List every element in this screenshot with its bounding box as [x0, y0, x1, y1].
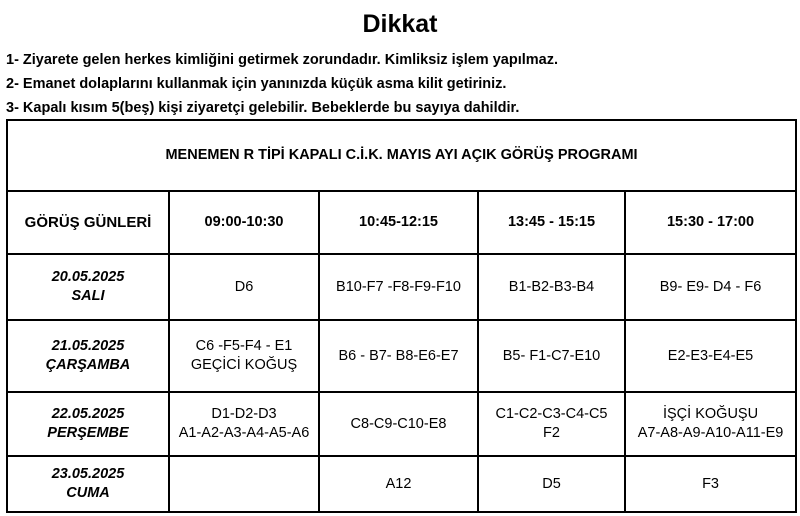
ward-list: B5- F1-C7-E10	[502, 347, 601, 364]
schedule-table	[6, 119, 797, 513]
day-cell	[7, 392, 169, 456]
column-header-slot-3: 13:45 - 15:15	[478, 191, 625, 254]
slot-cell	[625, 320, 796, 392]
ward-list: F2	[543, 425, 560, 441]
day-cell	[7, 456, 169, 512]
table-heading: MENEMEN R TİPİ KAPALI C.İ.K. MAYIS AYI AÇIK GÖRÜŞ PROGRAMI	[7, 120, 796, 191]
ward-list: F3	[702, 475, 719, 492]
table-row	[7, 320, 796, 392]
day-date: 21.05.2025	[51, 338, 125, 354]
day-date: 23.05.2025	[51, 466, 125, 482]
slot-cell-empty	[169, 456, 319, 512]
slot-cell	[169, 392, 319, 456]
ward-list: GEÇİCİ KOĞUŞ	[190, 357, 298, 373]
slot-cell	[625, 456, 796, 512]
column-header-slot-2: 10:45-12:15	[319, 191, 478, 254]
table-row	[7, 456, 796, 512]
ward-list: A1-A2-A3-A4-A5-A6	[178, 425, 310, 441]
ward-list: D1-D2-D3	[211, 406, 277, 422]
day-name: SALI	[71, 288, 105, 304]
slot-cell	[169, 254, 319, 320]
page-title: Dikkat	[362, 10, 438, 38]
column-header-slot-1: 09:00-10:30	[169, 191, 319, 254]
day-cell	[7, 254, 169, 320]
slot-cell	[169, 320, 319, 392]
slot-cell	[319, 392, 478, 456]
slot-cell	[625, 254, 796, 320]
column-header-days: GÖRÜŞ GÜNLERİ	[7, 191, 169, 254]
day-date: 22.05.2025	[51, 406, 125, 422]
rule-item: 1- Ziyarete gelen herkes kimliğini getirmek zorundadır. Kimliksiz işlem yapılmaz.	[6, 52, 559, 68]
ward-list: C8-C9-C10-E8	[350, 415, 447, 432]
column-header-row	[7, 191, 796, 254]
table-row	[7, 254, 796, 320]
day-name: ÇARŞAMBA	[45, 357, 131, 373]
day-cell	[7, 320, 169, 392]
slot-cell	[319, 254, 478, 320]
ward-list: D5	[542, 475, 561, 492]
slot-cell	[478, 456, 625, 512]
slot-cell	[625, 392, 796, 456]
ward-list: E2-E3-E4-E5	[667, 347, 754, 364]
table-row	[7, 392, 796, 456]
ward-list: A12	[385, 475, 412, 492]
ward-list: B6 - B7- B8-E6-E7	[338, 347, 459, 364]
rule-item: 2- Emanet dolaplarını kullanmak için yanınızda küçük asma kilit getiriniz.	[6, 76, 507, 92]
ward-list: B10-F7 -F8-F9-F10	[336, 278, 461, 295]
day-name: CUMA	[66, 485, 110, 501]
table-heading-row	[7, 120, 796, 191]
ward-list: A7-A8-A9-A10-A11-E9	[637, 425, 784, 441]
ward-list: İŞÇİ KOĞUŞU	[662, 406, 759, 422]
rules-list	[6, 50, 558, 122]
ward-list: C1-C2-C3-C4-C5	[495, 406, 608, 422]
column-header-slot-4: 15:30 - 17:00	[625, 191, 796, 254]
slot-cell	[319, 456, 478, 512]
day-name: PERŞEMBE	[47, 425, 129, 441]
slot-cell	[478, 392, 625, 456]
slot-cell	[478, 320, 625, 392]
slot-cell	[478, 254, 625, 320]
ward-list: B9- E9- D4 - F6	[659, 278, 762, 295]
ward-list: B1-B2-B3-B4	[508, 278, 595, 295]
ward-list: D6	[234, 278, 254, 295]
ward-list: C6 -F5-F4 - E1	[195, 338, 293, 354]
slot-cell	[319, 320, 478, 392]
day-date: 20.05.2025	[51, 269, 125, 285]
rule-item: 3- Kapalı kısım 5(beş) kişi ziyaretçi gelebilir. Bebeklerde bu sayıya dahildir.	[6, 100, 520, 116]
